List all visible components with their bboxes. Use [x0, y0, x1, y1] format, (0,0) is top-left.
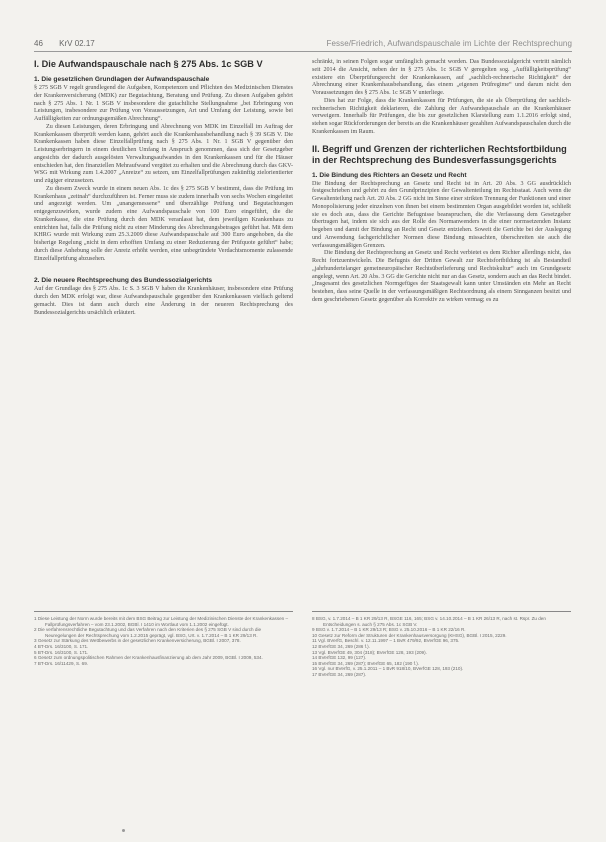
footnote: 8 BSG, v. 1.7.2014 – B 1 KR 29/13 R, BSGE 116, 165; BSG v. 14.10.2014 – B 1 KR 26/13 R, nach st. Rspr. Zu den Entscheidungen s. auch § 275 Abs. 1c SGB V.	[312, 616, 546, 627]
footnote-rule	[312, 611, 571, 612]
footnotes-right	[312, 616, 571, 678]
page-header	[34, 39, 572, 52]
paragraph: schränkt, in seinen Folgen sogar umfänglich gemacht worden. Das Bundessozialgericht vertritt nämlich seit 2014 die Ansicht, neben der in § 275 Abs. 1c SGB V geregelten sog. „Auffälligkeitsprüfung“ existiere ein Überprüfungsrecht der Krankenkassen, auf „sachlich-rechnerische Richtigkeit“ der Abrechnung einer Krankenhausbehandlung, das einem „eigenen Prüfregime“ und darum nicht den Voraussetzungen des § 275 Abs. 1c SGB V unterliege.	[312, 59, 571, 96]
footnote: 16 Vgl. nur BVerfG, v. 25.1.2011 – 1 BvR 918/10, BVerfGE 128, 193 (210).	[312, 666, 464, 672]
paragraph: Die Bindung der Rechtsprechung an Gesetz und Recht verbietet es dem Richter allerdings nicht, das Recht fortzuentwickeln. Die Befugnis der Dritten Gewalt zur Rechtsfortbildung ist als Bestandteil „jahrhundertelanger gemeineuropäischer Rechtsüberlieferung und Rechtskultur“ auch im Grundgesetz angelegt, wenn Art. 20 Abs. 3 GG die Gerichte nicht nur an das Gesetz, sondern auch an das Recht bindet. „Insgesamt des gesetzlichen Normgefüges der Staatsgewalt kann unter Umständen ein Mehr an Recht bestehen, dass seine Quelle in der verfassungsmäßigen Rechtsordnung als einem Sinnganzen besitzt und dem geschriebenen Gesetz gegenüber als Korrektiv zu wirken vermag; es zu	[312, 250, 571, 303]
page-number: 46	[34, 39, 43, 48]
left-column	[34, 59, 293, 317]
footnote: 15 BVerfGE 34, 269 (287); BVerfGE 65, 182 (190 f.).	[312, 660, 419, 666]
section-title-i: I. Die Aufwandspauschale nach § 275 Abs. 1c SGB V	[34, 59, 263, 69]
paragraph: Die Bindung der Rechtsprechung an Gesetz und Recht ist in Art. 20 Abs. 3 GG ausdrücklich festgeschrieben und gehört zu den Grundprinzipien der Gewaltenteilung im Rechtsstaat. Auch wenn die Gewaltenteilung nach Art. 20 Abs. 2 GG nicht im Sinne einer strikten Trennung der Funktionen und einer Monopolisierung jeder einzelnen von ihnen bei einem bestimmten Organ ausgebildet worden ist, schließt sie es doch aus, dass die Gerichte Befugnisse beanspruchen, die die Verfassung dem Gesetzgeber übertragen hat, indem sie sich aus der Rolle des Normanwenders in die einer normsetzenden Instanz begeben und damit der Bindung an Recht und Gesetz entziehen. Soweit die Gerichte bei der Auslegung und Anwendung fachgerichtlicher Normen diese Bindung missachten, überschreiten sie auch die verfassungsmäßigen Grenzen.	[312, 180, 571, 249]
footnote: 5 BT-Drs. 16/3100, S. 171.	[34, 649, 89, 655]
footnote: 2 Die verfahrensrechtliche Begutachtung und das Verfahren nach den Kriterien des § 275 SGB V sind durch die Neuregelungen der Rechtsprechung vom 1.2.2015 geprägt, vgl. BSG, Urt. v. 1.7.2014 – B 1 KR 29/13 R.	[34, 627, 262, 638]
subsection-heading-2: 2. Die neuere Rechtsprechung des Bundessozialgerichts	[34, 277, 213, 285]
footnote: 13 Vgl. BVerfGE 49, 304 (318); BVerfGE 128, 193 (209).	[312, 649, 427, 655]
footnote: 12 BVerfGE 34, 269 (286 f.).	[312, 643, 370, 649]
footnote: 1 Diese Leistung der Norm wurde bereits mit dem BSG Beitrag zur Leistung der Medizinischen Dienste der Krankenkassen – Fallprüfungsverfahren – vom 23.1.2002, BGBl. I 1410 im Wortlaut vom 1.1.2002 eingefügt.	[34, 616, 289, 627]
running-title: Fesse/Friedrich, Aufwandspauschale im Lichte der Rechtsprechung	[326, 39, 572, 48]
footnote: 6 Gesetz zum ordnungspolitischen Rahmen der Krankenhausfinanzierung ab dem Jahr 2009, BGBl. I 2009, 534.	[34, 655, 263, 661]
footnote: 7 BT-Drs. 16/11429, S. 69.	[34, 660, 89, 666]
section-title-ii: II. Begriff und Grenzen der richterlichen Rechtsfortbildung in der Rechtsprechung des Bundesverfassungsgerichts	[312, 143, 567, 165]
paragraph: Zu diesen Leistungen, deren Erbringung und Abrechnung von MDK im Einzelfall im Auftrag der Krankenkassen überprüft werden kann, gehört auch die Krankenhausbehandlung nach § 39 SGB V. Die Krankenkassen haben diese Einzelfallprüfung nach § 275 Abs. 1 Nr. 1 SGB V gegenüber den Leistungserbringern in einem deutlichen Umfang in Anspruch genommen, dass sich der Gesetzgeber angesichts der dadurch ausgelösten Verwaltungsaufwandes in den Krankenkassen und für die Häuser entschieden hat, den finanziellen Mehraufwand vergütet zu erhalten und die Abrechnung durch das GKV-WSG mit Wirkung zum 1.4.2007 „Anreize“ zu setzen, um Einzelfallprüfungen zukünftig zielorientierter und zügiger einzusetzen.	[34, 123, 293, 184]
footnote: 3 Gesetz zur Stärkung des Wettbewerbs in der gesetzlichen Krankenversicherung, BGBl. I 2007, 378.	[34, 638, 241, 644]
footnote-rule	[34, 611, 293, 612]
footnote: 9 BSG v. 1.7.2014 – B 1 KR 29/13 R; BSG v. 25.10.2016 – B 1 KR 22/16 R.	[312, 627, 466, 633]
paragraph: § 275 SGB V regelt grundlegend die Aufgaben, Kompetenzen und Pflichten des Medizinischen Dienstes der Krankenversicherung (MDK) zur Begutachtung, Beratung und Prüfung. Zu diesen Aufgaben gehört nach § 275 Abs. 1 Nr. 1 SGB V insbesondere die gutachtliche Stellungnahme „bei Erbringung von Leistungen, insbesondere zur Prüfung von Voraussetzungen, Art und Umfang der Leistung, sowie bei Auffälligkeiten zur ordnungsgemäßen Abrechnung“.	[34, 85, 293, 122]
footnote: 10 Gesetz zur Reform der Strukturen der Krankenhausversorgung (KHSG), BGBl. I 2015, 2229.	[312, 632, 507, 638]
subsection-heading-ii-1: 1. Die Bindung des Richters an Gesetz und Recht	[312, 171, 467, 179]
footnote: 17 BVerfGE 34, 269 (287).	[312, 671, 367, 677]
subsection-heading-1: 1. Die gesetzlichen Grundlagen der Aufwandspauschale	[34, 76, 210, 83]
right-column	[312, 59, 571, 305]
scan-speck	[122, 829, 125, 832]
paragraph: Zu diesem Zweck wurde in einem neuen Abs. 1c des § 275 SGB V bestimmt, dass die Prüfung im Krankenhaus „zeitnah“ durchzuführen ist. Ferner muss sie zudem innerhalb von sechs Wochen eingeleitet und angezeigt werden. Um „unangemessene“ und überzählige Prüfung und Begutachtungen entgegenzuwirken, wurde zudem eine Aufwandspauschale von 100 Euro eingeführt, die die Krankenkasse, die eine Prüfung durch den MDK veranlasst hat, dem jeweiligen Krankenhaus zu entrichten hat, falls die Prüfung nicht zu einer Minderung des Abrechnungsbetrages geführt hat. Mit dem KHRG wurde mit Wirkung zum 25.3.2009 diese Aufwandspauschale auf 300 Euro angehoben, da die bisherige Regelung „nicht in dem erhofften Umfang zu einer Reduzierung der Prüfquote geführt“ habe; durch diese Anhebung solle der Anreiz erhöht werden, eine unbegründete Verdachtsmomente zulassende Einzelfallprüfung abzusehen.	[34, 185, 293, 262]
paragraph: Dies hat zur Folge, dass die Krankenkassen für Prüfungen, die sie als Überprüfung der sachlich-rechnerischen Richtigkeit deklarieren, die Zahlung der Aufwandspauschale an die Krankenhäuser verweigern. Innerhalb für Prüfungen, die bis zur gesetzlichen Klarstellung zum 1.1.2016 erfolgt sind, stehen sogar Rückforderungen der bereits an die Krankenhäuser gezahlten Aufwandspauschalen durch die Krankenkassen im Raum.	[312, 97, 571, 135]
paragraph: Auf der Grundlage des § 275 Abs. 1c S. 3 SGB V haben die Krankenhäuser, insbesondere eine Prüfung durch den MDK erfolgt war, diese Aufwandspauschale gegenüber den Krankenkassen vielfach geltend gemacht. Dies ist dann auch durch eine Änderung in der neueren Rechtsprechung des Bundessozialgerichts ursächlich erläutert.	[34, 286, 293, 316]
journal-issue: KrV 02.17	[59, 39, 95, 48]
footnote: 14 BVerfGE 132, 99 (127).	[312, 655, 367, 661]
footnote: 11 Vgl. BVerfG, Beschl. v. 12.11.1997 – 1 BvR 479/92, BVerfGE 96, 375.	[312, 638, 460, 644]
header-left	[34, 39, 95, 48]
footnotes-left	[34, 616, 293, 666]
footnote: 4 BT-Drs. 16/3100, S. 171.	[34, 643, 89, 649]
